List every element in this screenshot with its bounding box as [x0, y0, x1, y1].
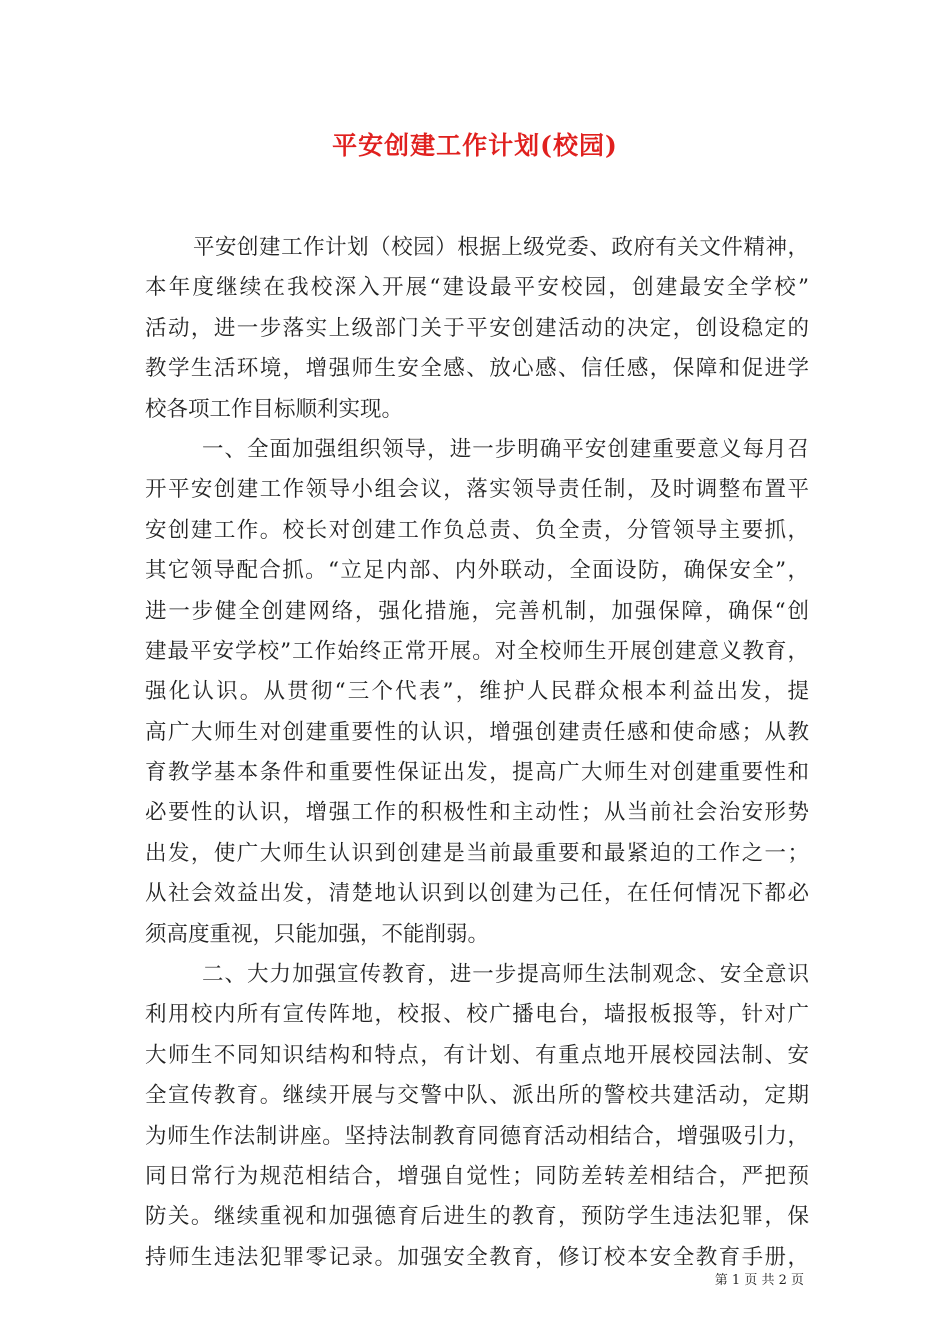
- page-title: 平安创建工作计划(校园): [332, 131, 618, 160]
- text-line: 防关。继续重视和加强德育后进生的教育，预防学生违法犯罪，保: [145, 1204, 809, 1230]
- text-line: 大师生不同知识结构和特点，有计划、有重点地开展校园法制、安: [145, 1042, 809, 1068]
- text-line: 其它领导配合抓。“立足内部、内外联动，全面设防，确保安全”，: [145, 558, 809, 584]
- text-line: 进一步健全创建网络，强化措施，完善机制，加强保障，确保“创: [145, 598, 809, 624]
- text-line: 安创建工作。校长对创建工作负总责、负全责，分管领导主要抓，: [145, 517, 809, 543]
- text-line: 从社会效益出发，清楚地认识到以创建为己任，在任何情况下都必: [145, 881, 809, 907]
- text-line: 同日常行为规范相结合，增强自觉性；同防差转差相结合，严把预: [145, 1163, 809, 1189]
- text-line: 平安创建工作计划（校园）根据上级党委、政府有关文件精神，: [193, 235, 809, 260]
- text-line: 校各项工作目标顺利实现。: [145, 396, 404, 422]
- text-line: 全宣传教育。继续开展与交警中队、派出所的警校共建活动，定期: [145, 1083, 809, 1109]
- text-line: 利用校内所有宣传阵地，校报、校广播电台，墙报板报等，针对广: [145, 1002, 809, 1028]
- text-line: 二、大力加强宣传教育，进一步提高师生法制观念、安全意识: [202, 962, 809, 988]
- paragraph: [145, 228, 809, 430]
- text-line: 本年度继续在我校深入开展“建设最平安校园，创建最安全学校”: [145, 275, 809, 301]
- paragraph: [145, 955, 809, 1278]
- text-line: 出发，使广大师生认识到创建是当前最重要和最紧迫的工作之一；: [145, 840, 809, 866]
- text-line: 高广大师生对创建重要性的认识，增强创建责任感和使命感；从教: [145, 719, 809, 745]
- text-line: 开平安创建工作领导小组会议，落实领导责任制，及时调整布置平: [145, 477, 809, 503]
- page-number-footer: 第 1 页 共 2 页: [714, 1273, 804, 1288]
- text-line: 育教学基本条件和重要性保证出发，提高广大师生对创建重要性和: [145, 760, 809, 786]
- text-line: 必要性的认识，增强工作的积极性和主动性；从当前社会治安形势: [145, 800, 809, 826]
- text-line: 强化认识。从贯彻“三个代表”，维护人民群众根本利益出发，提: [145, 679, 809, 705]
- text-line: 为师生作法制讲座。坚持法制教育同德育活动相结合，增强吸引力，: [145, 1123, 809, 1149]
- text-line: 持师生违法犯罪零记录。加强安全教育，修订校本安全教育手册，: [145, 1244, 809, 1270]
- text-line: 教学生活环境，增强师生安全感、放心感、信任感，保障和促进学: [145, 356, 809, 382]
- text-line: 须高度重视，只能加强，不能削弱。: [145, 921, 490, 947]
- text-line: 建最平安学校”工作始终正常开展。对全校师生开展创建意义教育，: [145, 638, 809, 664]
- document-body: [145, 228, 809, 1278]
- text-line: 一、全面加强组织领导，进一步明确平安创建重要意义每月召: [202, 436, 809, 462]
- paragraph: [145, 430, 809, 955]
- text-line: 活动，进一步落实上级部门关于平安创建活动的决定，创设稳定的: [145, 315, 809, 341]
